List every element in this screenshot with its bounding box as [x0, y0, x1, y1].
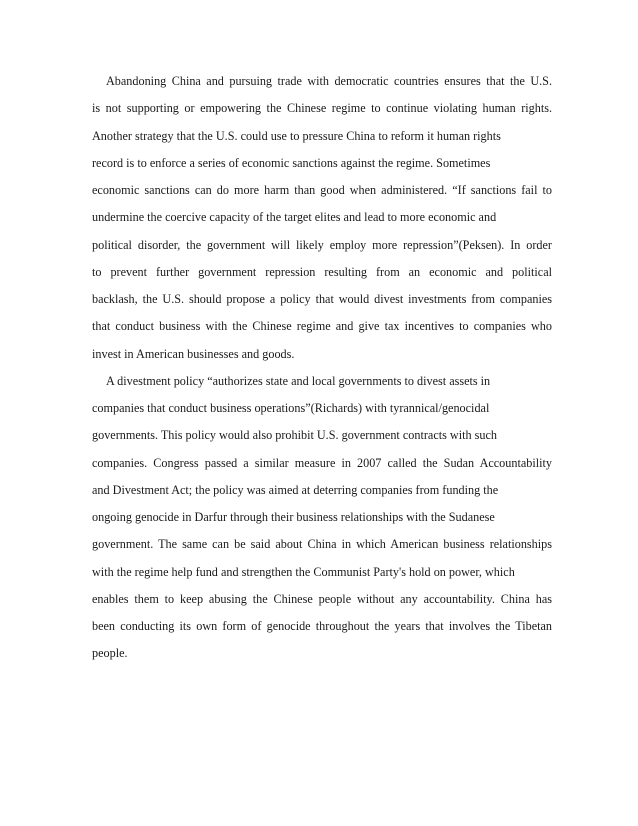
paragraph-1-line-4: record is to enforce a series of economic sanctions against the regime. Sometimes [92, 155, 491, 170]
paragraph-1-line-9: backlash, the U.S. should propose a policy that would divest investments from companies [92, 292, 552, 306]
paragraph-1-line-7: political disorder, the government will likely employ more repression”(Peksen). In order [92, 237, 552, 252]
paragraph-1-line-8: to prevent further government repression resulting from an economic and political [92, 264, 552, 279]
paragraph-2-line-6: ongoing genocide in Darfur through their business relationships with the Sudanese [92, 510, 495, 524]
paragraph-2-line-7: government. The same can be said about China in which American business relationships [92, 537, 552, 552]
paragraph-1-line-3: Another strategy that the U.S. could use to pressure China to reform it human rights [92, 128, 501, 143]
paragraph-1-line-2: is not supporting or empowering the Chinese regime to continue violating human rights. [92, 101, 552, 116]
paragraph-2-line-4: companies. Congress passed a similar measure in 2007 called the Sudan Accountability [92, 455, 552, 470]
body-text [92, 68, 552, 668]
paragraph-2-line-2: companies that conduct business operations”(Richards) with tyrannical/genocidal [92, 401, 490, 415]
paragraph-2-line-10: been conducting its own form of genocide throughout the years that involves the Tibetan [92, 619, 552, 633]
paragraph-2-line-9: enables them to keep abusing the Chinese people without any accountability. China has [92, 591, 552, 606]
paragraph-2-line-1: A divestment policy “authorizes state and local governments to divest assets in [106, 373, 491, 388]
paragraph-2-line-3: governments. This policy would also prohibit U.S. government contracts with such [92, 428, 497, 443]
paragraph-2-line-11: people. [92, 646, 128, 661]
paragraph-1-line-6: undermine the coercive capacity of the target elites and lead to more economic and [92, 210, 497, 225]
paragraph-1-line-10: that conduct business with the Chinese regime and give tax incentives to companies who [92, 319, 552, 334]
paragraph-2-line-5: and Divestment Act; the policy was aimed at deterring companies from funding the [92, 482, 499, 497]
paragraph-1-line-11: invest in American businesses and goods. [92, 346, 295, 361]
paragraph-2-line-8: with the regime help fund and strengthen the Communist Party's hold on power, which [92, 564, 515, 579]
paragraph-1-line-5: economic sanctions can do more harm than good when administered. “If sanctions fail to [92, 183, 552, 197]
paragraph-1-line-1: Abandoning China and pursuing trade with democratic countries ensures that the U.S. [106, 74, 552, 88]
